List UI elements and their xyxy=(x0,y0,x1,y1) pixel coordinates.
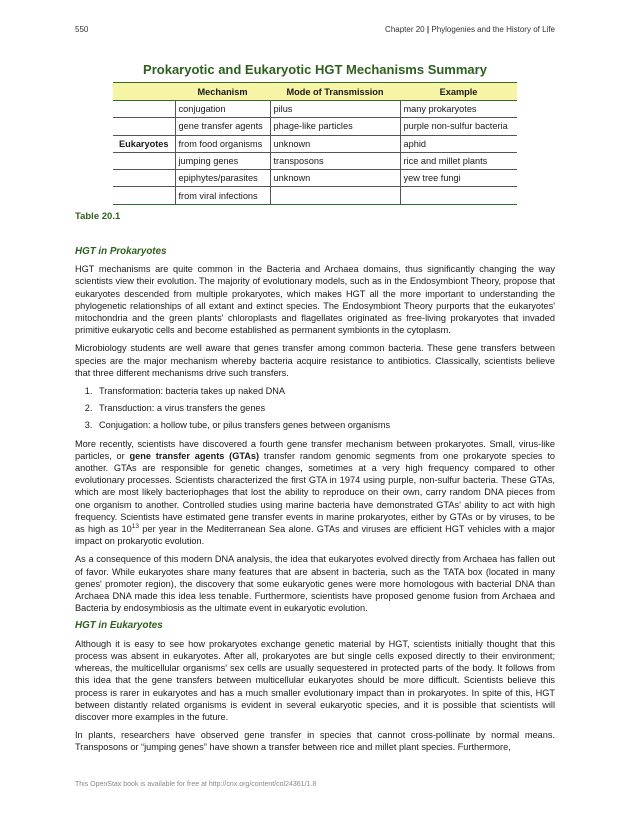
mode-cell: unknown xyxy=(270,170,400,187)
table-header-row xyxy=(113,83,517,101)
section-heading: HGT in Eukaryotes xyxy=(75,620,163,632)
body-text xyxy=(75,246,555,760)
mechanism-cell: gene transfer agents xyxy=(175,118,270,135)
mode-cell: unknown xyxy=(270,135,400,152)
paragraph: Microbiology students are well aware that genes transfer among common bacteria. These gene transfers between species are the major mechanism whereby bacteria acquire resistance to antibiotics. Classically, scientists believe that three different mechanisms drive such transfers. xyxy=(75,343,555,378)
text-run: transfer random genomic segments from one prokaryote species to another. GTAs are responsible for genetic changes, sometimes at a very high frequency compared to other evolutionary processes. Scientists characterized the first GTA in 1974 using purple, non-sulfur bacteria. These GTAs, which are most likely bacteriophages that lost the ability to reproduce on their own, carry random DNA pieces from one organism to another. Controlled studies using marine bacteria have demonstrated GTAs' ability to act with high frequency. Scientists have estimated gene transfer events in marine prokaryotes, either by GTAs or by viruses, to be as high as 10 xyxy=(75,450,555,535)
running-head xyxy=(385,25,555,34)
row-group xyxy=(113,170,175,187)
row-group xyxy=(113,118,175,135)
column-header: Mechanism xyxy=(175,83,270,101)
mechanism-cell: conjugation xyxy=(175,101,270,118)
table-caption: Table 20.1 xyxy=(75,211,121,222)
mode-cell: transposons xyxy=(270,152,400,169)
table-row xyxy=(113,135,517,152)
mode-cell: phage-like particles xyxy=(270,118,400,135)
mode-cell xyxy=(270,187,400,204)
paragraph: HGT mechanisms are quite common in the Bacteria and Archaea domains, thus significantly changing the way scientists view their evolution. The majority of evolutionary models, such as in the Endosymbiont Theory, propose that eukaryotes descended from multiple prokaryotes, which makes HGT all the more important to understanding the phylogenetic relationships of all extant and extinct species. The Endosymbiont Theory purports that the eukaryotes' mitochondria and the green plants' chloroplasts and flagellates originated as free-living prokaryotes that invaded primitive eukaryotic cells and become established as permanent symbionts in the cytoplasm. xyxy=(75,264,555,336)
row-group xyxy=(113,152,175,169)
row-group xyxy=(113,101,175,118)
list-item: 1. Transformation: bacteria takes up naked DNA xyxy=(95,385,555,397)
paragraph xyxy=(75,438,555,548)
table-row xyxy=(113,118,517,135)
section-heading: HGT in Prokaryotes xyxy=(75,246,167,257)
table-row xyxy=(113,170,517,187)
column-header: Mode of Transmission xyxy=(270,83,400,101)
example-cell: many prokaryotes xyxy=(400,101,517,118)
chapter-label: Chapter 20 xyxy=(385,25,425,34)
table-row xyxy=(113,152,517,169)
exponent: 13 xyxy=(131,523,140,530)
column-header xyxy=(113,83,175,101)
text-run: More recently, scientists have discovered a fourth gene transfer mechanism between prokaryotes. Small, virus-like particles, or xyxy=(75,438,555,461)
table-title: Prokaryotic and Eukaryotic HGT Mechanisms Summary xyxy=(143,62,487,77)
row-group: Eukaryotes xyxy=(113,135,175,152)
table-row xyxy=(113,101,517,118)
row-group xyxy=(113,187,175,204)
chapter-title: Phylogenies and the History of Life xyxy=(431,25,555,34)
paragraph: As a consequence of this modern DNA analysis, the idea that eukaryotes evolved directly from Archaea has fallen out of favor. While eukaryotes share many features that are absent in bacteria, such as the TATA box (located in many genes' promoter region), the discovery that some eukaryotic genes were more homologous with bacterial DNA than Archaea DNA made this idea less tenable. Furthermore, scientists have proposed genome fusion from Archaea and Bacteria by endosymbiosis as the ultimate event in eukaryotic evolution. xyxy=(75,554,555,614)
example-cell: purple non-sulfur bacteria xyxy=(400,118,517,135)
table-row xyxy=(113,187,517,204)
paragraph: In plants, researchers have observed gene transfer in species that cannot cross-pollinate by normal means. Transposons or “jumping genes” have shown a transfer between rice and millet plant species. Furthermore, xyxy=(75,730,555,753)
example-cell: aphid xyxy=(400,135,517,152)
mechanism-cell: jumping genes xyxy=(175,152,270,169)
mechanism-cell: from viral infections xyxy=(175,187,270,204)
page-number: 550 xyxy=(75,25,89,34)
hgt-table xyxy=(113,82,517,205)
header-separator: | xyxy=(426,25,430,34)
paragraph: Although it is easy to see how prokaryotes exchange genetic material by HGT, scientists initially thought that this process was absent in eukaryotes. After all, prokaryotes are but single cells exposed directly to their environment; whereas, the multicellular organisms' sex cells are usually sequestered in protected parts of the body. It follows from this idea that the gene transfers between multicellular eukaryotes should be more difficult. Scientists believe this process is rarer in eukaryotes and has a much smaller evolutionary impact than in prokaryotes. In spite of this, HGT between distantly related organisms is evident in several eukaryotic species, and it is possible that scientists will discover more examples in the future. xyxy=(75,638,555,722)
mechanism-list xyxy=(75,385,555,432)
example-cell: yew tree fungi xyxy=(400,170,517,187)
example-cell xyxy=(400,187,517,204)
list-item: 2. Transduction: a virus transfers the genes xyxy=(95,402,555,414)
mode-cell: pilus xyxy=(270,101,400,118)
mechanism-cell: from food organisms xyxy=(175,135,270,152)
mechanism-cell: epiphytes/parasites xyxy=(175,170,270,187)
text-run: per year in the Mediterranean Sea alone. GTAs and viruses are efficient HGT vehicles with a major impact on prokaryotic evolution. xyxy=(75,524,555,547)
footer-note: This OpenStax book is available for free at http://cnx.org/content/col24361/1.8 xyxy=(75,781,317,788)
list-item: 3. Conjugation: a hollow tube, or pilus transfers genes between organisms xyxy=(95,419,555,431)
column-header: Example xyxy=(400,83,517,101)
example-cell: rice and millet plants xyxy=(400,152,517,169)
key-term: gene transfer agents (GTAs) xyxy=(129,450,260,461)
